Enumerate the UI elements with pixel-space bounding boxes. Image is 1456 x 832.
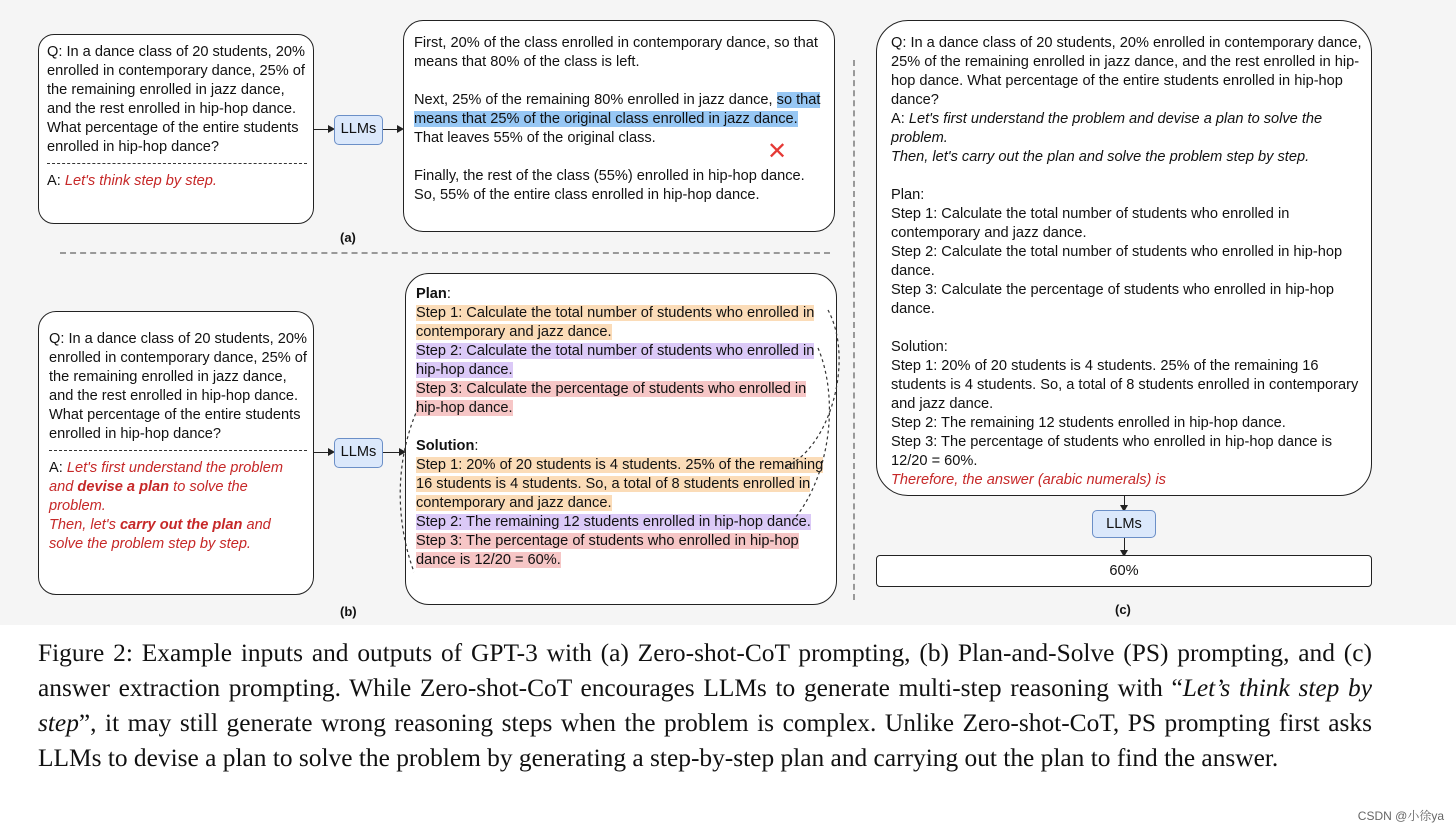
panel-c-plan-step-2: Step 2: Calculate the total number of students who enrolled in hip-hop dance.	[891, 244, 1343, 279]
panel-b-plan-step-1: Step 1: Calculate the total number of students who enrolled in contemporary and jazz dance.	[416, 305, 815, 340]
panel-c-solution-heading: Solution:	[891, 339, 948, 355]
panel-b-input-box	[38, 311, 314, 595]
panel-a-answer-prefix: A:	[47, 173, 61, 189]
panel-a-output-p2-start: Next, 25% of the remaining 80% enrolled in jazz dance,	[414, 92, 773, 108]
panel-c-arrow-out	[1124, 538, 1125, 555]
plan-solution-connectors	[400, 300, 850, 600]
panel-b-prompt-6: and solve the problem step by step.	[49, 517, 271, 552]
panel-b-solution-step-1: Step 1: 20% of 20 students is 4 students. 25% of the remaining 16 students is 4 students. So, a total of 8 students enrolled in contemporary and jazz dance.	[416, 457, 824, 511]
panel-b-plan-step-3: Step 3: Calculate the percentage of students who enrolled in hip-hop dance.	[416, 381, 807, 416]
panel-b-answer-prefix: A:	[49, 460, 63, 476]
panel-b-solution-heading: Solution:	[416, 438, 479, 454]
panel-b-prompt-5: carry out the plan	[119, 517, 243, 533]
panel-a-output-p1: First, 20% of the class enrolled in contemporary dance, so that means that 80% of the class is left.	[414, 35, 818, 70]
watermark: CSDN @小徐ya	[1357, 809, 1444, 823]
panel-b-solution-step-2: Step 2: The remaining 12 students enrolled in hip-hop dance.	[416, 514, 811, 530]
panel-a-arrow-out	[383, 129, 402, 130]
caption-part-1: Figure 2: Example inputs and outputs of GPT-3 with (a) Zero-shot-CoT prompting, (b) Plan-and-Solve (PS) prompting, and (c) answer extraction prompting. While Zero-shot-CoT encourages LLMs to generate multi-step reasoning with “	[38, 639, 1372, 702]
panel-c-llm-box: LLMs	[1092, 510, 1156, 538]
panel-a-arrow-in	[314, 129, 333, 130]
panel-c-arrow-in	[1124, 496, 1125, 510]
caption-part-2: ”, it may still generate wrong reasoning steps when the problem is complex. Unlike Zero-shot-CoT, PS prompting first asks LLMs to devise a plan to solve the problem by generating a step-by-step plan and carrying out the plan to find the answer.	[38, 709, 1372, 772]
panel-a-divider	[47, 163, 307, 164]
panel-c-plan-step-1: Step 1: Calculate the total number of students who enrolled in contemporary and jazz dance.	[891, 206, 1290, 241]
panel-c-solution-step-2: Step 2: The remaining 12 students enrolled in hip-hop dance.	[891, 415, 1286, 431]
panel-a-question: Q: In a dance class of 20 students, 20% enrolled in contemporary dance, 25% of the remaining enrolled in jazz dance, and the rest enrolled in hip-hop dance. What percentage of the entire students enrolled in hip-hop dance?	[47, 44, 305, 155]
vertical-separator	[853, 60, 855, 600]
panel-c-answer	[891, 110, 1363, 167]
wrong-cross-icon: ✕	[767, 138, 788, 165]
panel-a-output-p3: Finally, the rest of the class (55%) enrolled in hip-hop dance. So, 55% of the entire class enrolled in hip-hop dance.	[414, 168, 805, 203]
panel-a-wrong-step-highlight: so that means that 25% of the original class enrolled in jazz dance.	[414, 92, 821, 127]
panel-b-plan-step-2: Step 2: Calculate the total number of students who enrolled in hip-hop dance.	[416, 343, 815, 378]
panel-c-plan-heading: Plan:	[891, 187, 925, 203]
panel-a-llm-box: LLMs	[334, 115, 383, 145]
panel-b-prompt-3: to solve the problem.	[49, 479, 248, 514]
panel-c-prompt-1: Let's first understand the problem and devise a plan to solve the problem.	[891, 111, 1323, 146]
panel-c-answer-box: 60%	[876, 555, 1372, 587]
panel-b-prompt-2: devise a plan	[77, 479, 170, 495]
panel-c-plan-step-3: Step 3: Calculate the percentage of students who enrolled in hip-hop dance.	[891, 282, 1334, 317]
panel-a-output-box	[403, 20, 835, 232]
panel-b-divider	[49, 450, 307, 451]
panel-a-answer	[47, 172, 307, 191]
panel-b-prompt-4: Then, let's	[49, 517, 116, 533]
panel-c-extraction-prompt: Therefore, the answer (arabic numerals) is	[891, 472, 1166, 488]
panel-b-answer	[49, 459, 307, 554]
panel-c-solution-step-3: Step 3: The percentage of students who enrolled in hip-hop dance is 12/20 = 60%.	[891, 434, 1333, 469]
panel-c-label: (c)	[1115, 602, 1131, 617]
panel-b-arrow-in	[314, 452, 333, 453]
panel-b-llm-box: LLMs	[334, 438, 383, 468]
panel-c-input-box	[876, 20, 1372, 496]
panel-b-solution-step-3: Step 3: The percentage of students who enrolled in hip-hop dance is 12/20 = 60%.	[416, 533, 799, 568]
panel-c-prompt-2: Then, let's carry out the plan and solve the problem step by step.	[891, 149, 1310, 165]
panel-b-prompt-1: Let's first understand the problem and	[49, 460, 283, 495]
panel-b-label: (b)	[340, 604, 357, 619]
panel-b-plan-heading: Plan:	[416, 286, 451, 302]
panel-c-solution-step-1: Step 1: 20% of 20 students is 4 students. 25% of the remaining 16 students is 4 students. So, a total of 8 students enrolled in contemporary and jazz dance.	[891, 358, 1359, 412]
panel-a-output-p2	[414, 91, 824, 148]
panel-a-input-box	[38, 34, 314, 224]
figure-caption	[38, 636, 1372, 776]
panel-a-prompt: Let's think step by step.	[64, 173, 217, 189]
caption-italic-phrase: Let’s think step by step	[38, 674, 1372, 737]
panel-b-question: Q: In a dance class of 20 students, 20% enrolled in contemporary dance, 25% of the remaining enrolled in jazz dance, and the rest enrolled in hip-hop dance. What percentage of the entire students enrolled in hip-hop dance?	[49, 331, 307, 442]
horizontal-separator	[60, 252, 830, 254]
panel-c-question: Q: In a dance class of 20 students, 20% enrolled in contemporary dance, 25% of the remaining enrolled in jazz dance, and the rest enrolled in hip-hop dance. What percentage of the entire students enrolled in hip-hop dance?	[891, 35, 1362, 108]
panel-a-label: (a)	[340, 230, 356, 245]
panel-a-output-p2-end: That leaves 55% of the original class.	[414, 130, 656, 146]
panel-c-answer-prefix: A:	[891, 111, 905, 127]
